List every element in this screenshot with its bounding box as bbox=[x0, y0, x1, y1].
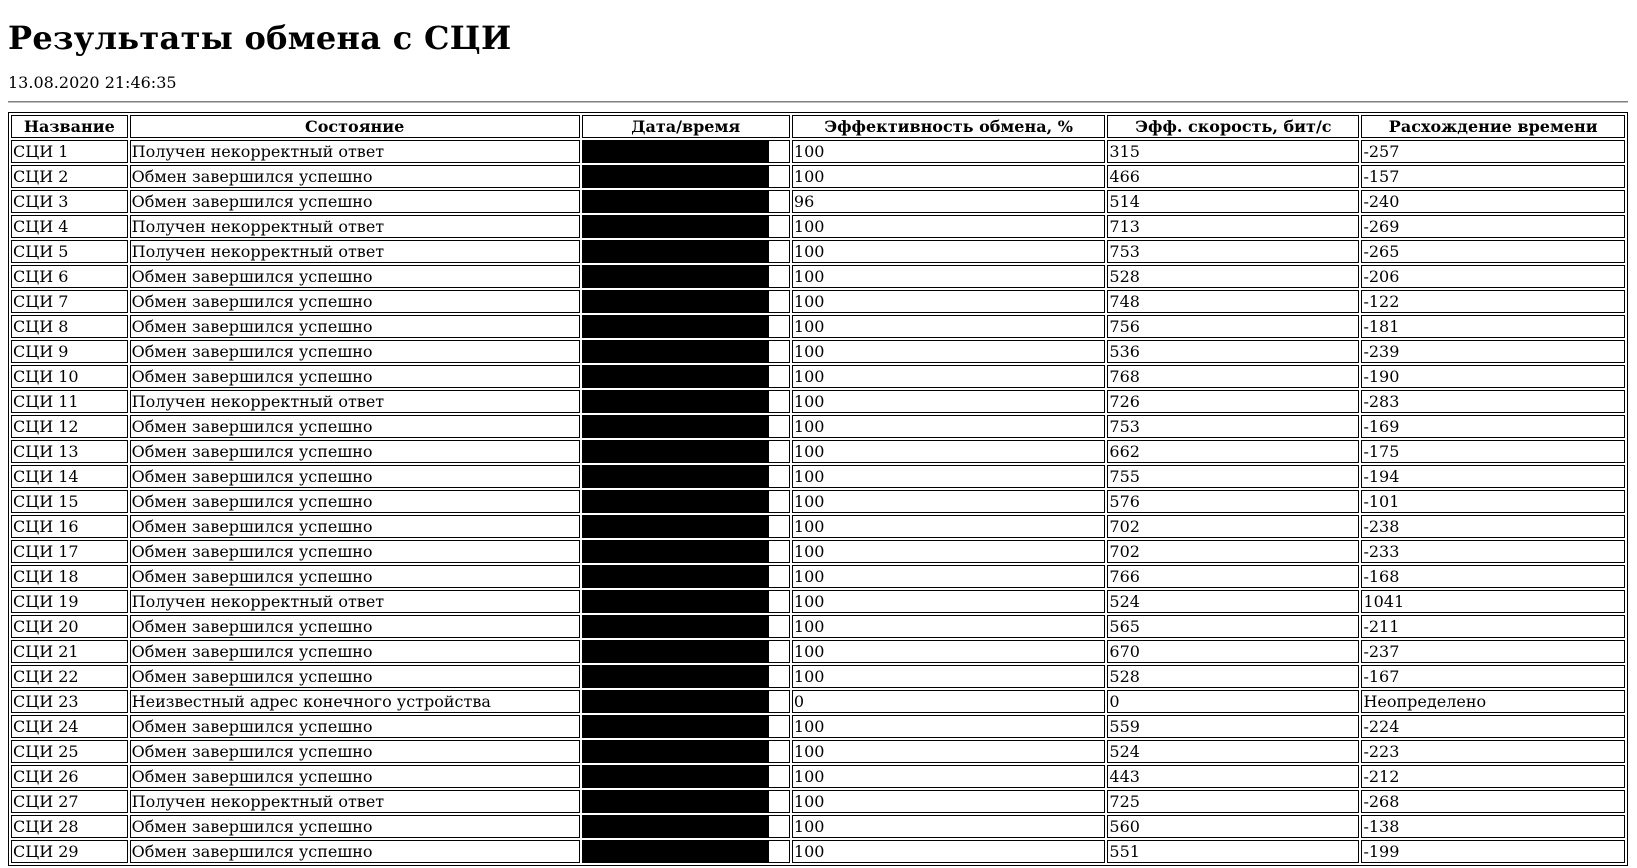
cell-state: Обмен завершился успешно bbox=[130, 715, 580, 738]
cell-efficiency: 100 bbox=[792, 315, 1106, 338]
cell-speed: 755 bbox=[1107, 465, 1359, 488]
redaction-block bbox=[583, 740, 769, 763]
table-row bbox=[11, 790, 1625, 813]
cell-name: СЦИ 27 bbox=[11, 790, 128, 813]
cell-name: СЦИ 23 bbox=[11, 690, 128, 713]
cell-state: Обмен завершился успешно bbox=[130, 315, 580, 338]
cell-name: СЦИ 28 bbox=[11, 815, 128, 838]
cell-speed: 565 bbox=[1107, 615, 1359, 638]
cell-efficiency: 100 bbox=[792, 815, 1106, 838]
cell-name: СЦИ 24 bbox=[11, 715, 128, 738]
cell-name: СЦИ 1 bbox=[11, 140, 128, 163]
cell-datetime-redacted bbox=[582, 165, 790, 188]
cell-speed: 576 bbox=[1107, 490, 1359, 513]
results-table bbox=[8, 112, 1628, 866]
table-row bbox=[11, 740, 1625, 763]
redaction-block bbox=[583, 515, 769, 538]
redaction-block bbox=[583, 415, 769, 438]
cell-time-diff: -283 bbox=[1361, 390, 1625, 413]
cell-state: Обмен завершился успешно bbox=[130, 165, 580, 188]
cell-speed: 725 bbox=[1107, 790, 1359, 813]
cell-name: СЦИ 6 bbox=[11, 265, 128, 288]
cell-datetime-redacted bbox=[582, 615, 790, 638]
cell-time-diff: -212 bbox=[1361, 765, 1625, 788]
table-row bbox=[11, 590, 1625, 613]
cell-time-diff: -194 bbox=[1361, 465, 1625, 488]
cell-speed: 670 bbox=[1107, 640, 1359, 663]
cell-efficiency: 100 bbox=[792, 340, 1106, 363]
cell-speed: 528 bbox=[1107, 665, 1359, 688]
cell-datetime-redacted bbox=[582, 590, 790, 613]
cell-speed: 466 bbox=[1107, 165, 1359, 188]
cell-state: Обмен завершился успешно bbox=[130, 615, 580, 638]
cell-speed: 753 bbox=[1107, 415, 1359, 438]
cell-efficiency: 96 bbox=[792, 190, 1106, 213]
page-title: Результаты обмена с СЦИ bbox=[8, 19, 512, 57]
cell-datetime-redacted bbox=[582, 640, 790, 663]
cell-state: Неизвестный адрес конечного устройства bbox=[130, 690, 580, 713]
redaction-block bbox=[583, 765, 769, 788]
cell-speed: 702 bbox=[1107, 515, 1359, 538]
cell-state: Обмен завершился успешно bbox=[130, 190, 580, 213]
cell-time-diff: -181 bbox=[1361, 315, 1625, 338]
table-row bbox=[11, 540, 1625, 563]
cell-datetime-redacted bbox=[582, 515, 790, 538]
redaction-block bbox=[583, 440, 769, 463]
cell-time-diff: -169 bbox=[1361, 415, 1625, 438]
results-table-body bbox=[11, 140, 1625, 863]
cell-state: Получен некорректный ответ bbox=[130, 790, 580, 813]
cell-speed: 536 bbox=[1107, 340, 1359, 363]
cell-efficiency: 100 bbox=[792, 840, 1106, 863]
cell-name: СЦИ 7 bbox=[11, 290, 128, 313]
cell-time-diff: -190 bbox=[1361, 365, 1625, 388]
cell-efficiency: 100 bbox=[792, 665, 1106, 688]
cell-name: СЦИ 18 bbox=[11, 565, 128, 588]
cell-state: Обмен завершился успешно bbox=[130, 765, 580, 788]
table-row bbox=[11, 140, 1625, 163]
table-row bbox=[11, 240, 1625, 263]
redaction-block bbox=[583, 590, 769, 613]
table-row bbox=[11, 815, 1625, 838]
header-datetime: Дата/время bbox=[582, 115, 790, 138]
cell-speed: 443 bbox=[1107, 765, 1359, 788]
cell-efficiency: 100 bbox=[792, 590, 1106, 613]
cell-state: Обмен завершился успешно bbox=[130, 665, 580, 688]
cell-efficiency: 100 bbox=[792, 615, 1106, 638]
cell-efficiency: 100 bbox=[792, 540, 1106, 563]
cell-speed: 702 bbox=[1107, 540, 1359, 563]
redaction-block bbox=[583, 315, 769, 338]
cell-speed: 768 bbox=[1107, 365, 1359, 388]
cell-datetime-redacted bbox=[582, 815, 790, 838]
header-speed: Эфф. скорость, бит/с bbox=[1107, 115, 1359, 138]
table-header-row bbox=[11, 115, 1625, 138]
redaction-block bbox=[583, 215, 769, 238]
cell-datetime-redacted bbox=[582, 215, 790, 238]
cell-datetime-redacted bbox=[582, 565, 790, 588]
cell-datetime-redacted bbox=[582, 790, 790, 813]
cell-efficiency: 100 bbox=[792, 640, 1106, 663]
redaction-block bbox=[583, 190, 769, 213]
cell-datetime-redacted bbox=[582, 365, 790, 388]
cell-datetime-redacted bbox=[582, 415, 790, 438]
redaction-block bbox=[583, 365, 769, 388]
redaction-block bbox=[583, 390, 769, 413]
cell-name: СЦИ 17 bbox=[11, 540, 128, 563]
cell-name: СЦИ 21 bbox=[11, 640, 128, 663]
cell-speed: 551 bbox=[1107, 840, 1359, 863]
cell-datetime-redacted bbox=[582, 465, 790, 488]
table-row bbox=[11, 840, 1625, 863]
cell-efficiency: 100 bbox=[792, 565, 1106, 588]
cell-state: Получен некорректный ответ bbox=[130, 140, 580, 163]
cell-state: Обмен завершился успешно bbox=[130, 265, 580, 288]
cell-speed: 726 bbox=[1107, 390, 1359, 413]
cell-speed: 713 bbox=[1107, 215, 1359, 238]
cell-state: Обмен завершился успешно bbox=[130, 290, 580, 313]
cell-name: СЦИ 4 bbox=[11, 215, 128, 238]
cell-efficiency: 100 bbox=[792, 165, 1106, 188]
redaction-block bbox=[583, 140, 769, 163]
cell-name: СЦИ 25 bbox=[11, 740, 128, 763]
cell-state: Обмен завершился успешно bbox=[130, 540, 580, 563]
cell-state: Обмен завершился успешно bbox=[130, 340, 580, 363]
cell-efficiency: 100 bbox=[792, 215, 1106, 238]
cell-datetime-redacted bbox=[582, 690, 790, 713]
cell-efficiency: 100 bbox=[792, 240, 1106, 263]
redaction-block bbox=[583, 790, 769, 813]
table-row bbox=[11, 565, 1625, 588]
cell-name: СЦИ 9 bbox=[11, 340, 128, 363]
cell-time-diff: -265 bbox=[1361, 240, 1625, 263]
cell-time-diff: -240 bbox=[1361, 190, 1625, 213]
cell-efficiency: 100 bbox=[792, 440, 1106, 463]
header-state: Состояние bbox=[130, 115, 580, 138]
cell-speed: 748 bbox=[1107, 290, 1359, 313]
cell-datetime-redacted bbox=[582, 265, 790, 288]
cell-datetime-redacted bbox=[582, 540, 790, 563]
cell-speed: 528 bbox=[1107, 265, 1359, 288]
cell-state: Обмен завершился успешно bbox=[130, 640, 580, 663]
table-row bbox=[11, 315, 1625, 338]
cell-speed: 524 bbox=[1107, 590, 1359, 613]
redaction-block bbox=[583, 615, 769, 638]
cell-efficiency: 100 bbox=[792, 265, 1106, 288]
redaction-block bbox=[583, 715, 769, 738]
cell-efficiency: 0 bbox=[792, 690, 1106, 713]
cell-state: Обмен завершился успешно bbox=[130, 440, 580, 463]
cell-speed: 315 bbox=[1107, 140, 1359, 163]
cell-datetime-redacted bbox=[582, 290, 790, 313]
cell-time-diff: -224 bbox=[1361, 715, 1625, 738]
table-row bbox=[11, 265, 1625, 288]
redaction-block bbox=[583, 290, 769, 313]
redaction-block bbox=[583, 165, 769, 188]
cell-datetime-redacted bbox=[582, 765, 790, 788]
table-row bbox=[11, 365, 1625, 388]
cell-efficiency: 100 bbox=[792, 290, 1106, 313]
table-row bbox=[11, 215, 1625, 238]
cell-efficiency: 100 bbox=[792, 365, 1106, 388]
cell-time-diff: -238 bbox=[1361, 515, 1625, 538]
cell-time-diff: Неопределено bbox=[1361, 690, 1625, 713]
table-row bbox=[11, 415, 1625, 438]
redaction-block bbox=[583, 840, 769, 863]
redaction-block bbox=[583, 490, 769, 513]
redaction-block bbox=[583, 665, 769, 688]
cell-name: СЦИ 10 bbox=[11, 365, 128, 388]
cell-efficiency: 100 bbox=[792, 790, 1106, 813]
cell-state: Обмен завершился успешно bbox=[130, 365, 580, 388]
cell-name: СЦИ 12 bbox=[11, 415, 128, 438]
redaction-block bbox=[583, 640, 769, 663]
cell-efficiency: 100 bbox=[792, 465, 1106, 488]
table-row bbox=[11, 715, 1625, 738]
cell-speed: 753 bbox=[1107, 240, 1359, 263]
cell-datetime-redacted bbox=[582, 715, 790, 738]
cell-datetime-redacted bbox=[582, 740, 790, 763]
cell-state: Получен некорректный ответ bbox=[130, 215, 580, 238]
cell-state: Обмен завершился успешно bbox=[130, 515, 580, 538]
cell-time-diff: -233 bbox=[1361, 540, 1625, 563]
cell-name: СЦИ 8 bbox=[11, 315, 128, 338]
table-row bbox=[11, 640, 1625, 663]
cell-time-diff: -237 bbox=[1361, 640, 1625, 663]
cell-efficiency: 100 bbox=[792, 715, 1106, 738]
cell-efficiency: 100 bbox=[792, 515, 1106, 538]
table-row bbox=[11, 390, 1625, 413]
cell-name: СЦИ 3 bbox=[11, 190, 128, 213]
cell-name: СЦИ 5 bbox=[11, 240, 128, 263]
table-row bbox=[11, 190, 1625, 213]
cell-datetime-redacted bbox=[582, 390, 790, 413]
cell-efficiency: 100 bbox=[792, 740, 1106, 763]
cell-state: Обмен завершился успешно bbox=[130, 465, 580, 488]
cell-speed: 662 bbox=[1107, 440, 1359, 463]
cell-name: СЦИ 11 bbox=[11, 390, 128, 413]
cell-datetime-redacted bbox=[582, 315, 790, 338]
report-page bbox=[8, 0, 1628, 866]
cell-name: СЦИ 29 bbox=[11, 840, 128, 863]
redaction-block bbox=[583, 690, 769, 713]
cell-state: Получен некорректный ответ bbox=[130, 390, 580, 413]
cell-efficiency: 100 bbox=[792, 765, 1106, 788]
cell-speed: 524 bbox=[1107, 740, 1359, 763]
table-row bbox=[11, 690, 1625, 713]
cell-time-diff: -268 bbox=[1361, 790, 1625, 813]
redaction-block bbox=[583, 465, 769, 488]
table-row bbox=[11, 765, 1625, 788]
cell-speed: 514 bbox=[1107, 190, 1359, 213]
redaction-block bbox=[583, 265, 769, 288]
cell-efficiency: 100 bbox=[792, 140, 1106, 163]
cell-time-diff: -199 bbox=[1361, 840, 1625, 863]
table-row bbox=[11, 340, 1625, 363]
cell-state: Обмен завершился успешно bbox=[130, 415, 580, 438]
cell-datetime-redacted bbox=[582, 665, 790, 688]
cell-time-diff: -211 bbox=[1361, 615, 1625, 638]
table-row bbox=[11, 490, 1625, 513]
redaction-block bbox=[583, 240, 769, 263]
cell-time-diff: -239 bbox=[1361, 340, 1625, 363]
cell-time-diff: -122 bbox=[1361, 290, 1625, 313]
table-row bbox=[11, 290, 1625, 313]
cell-datetime-redacted bbox=[582, 840, 790, 863]
cell-time-diff: -206 bbox=[1361, 265, 1625, 288]
cell-speed: 560 bbox=[1107, 815, 1359, 838]
cell-speed: 559 bbox=[1107, 715, 1359, 738]
cell-state: Получен некорректный ответ bbox=[130, 590, 580, 613]
cell-speed: 766 bbox=[1107, 565, 1359, 588]
cell-name: СЦИ 19 bbox=[11, 590, 128, 613]
redaction-block bbox=[583, 565, 769, 588]
cell-time-diff: -168 bbox=[1361, 565, 1625, 588]
cell-name: СЦИ 22 bbox=[11, 665, 128, 688]
cell-name: СЦИ 15 bbox=[11, 490, 128, 513]
cell-time-diff: -101 bbox=[1361, 490, 1625, 513]
cell-time-diff: -138 bbox=[1361, 815, 1625, 838]
redaction-block bbox=[583, 815, 769, 838]
cell-datetime-redacted bbox=[582, 340, 790, 363]
table-row bbox=[11, 465, 1625, 488]
cell-name: СЦИ 2 bbox=[11, 165, 128, 188]
cell-state: Получен некорректный ответ bbox=[130, 240, 580, 263]
cell-datetime-redacted bbox=[582, 190, 790, 213]
header-time-diff: Расхождение времени bbox=[1361, 115, 1625, 138]
cell-state: Обмен завершился успешно bbox=[130, 815, 580, 838]
cell-time-diff: -257 bbox=[1361, 140, 1625, 163]
table-row bbox=[11, 665, 1625, 688]
cell-state: Обмен завершился успешно bbox=[130, 490, 580, 513]
cell-efficiency: 100 bbox=[792, 390, 1106, 413]
cell-time-diff: -175 bbox=[1361, 440, 1625, 463]
report-timestamp: 13.08.2020 21:46:35 bbox=[8, 73, 177, 92]
cell-time-diff: -167 bbox=[1361, 665, 1625, 688]
cell-efficiency: 100 bbox=[792, 490, 1106, 513]
table-row bbox=[11, 165, 1625, 188]
cell-name: СЦИ 14 bbox=[11, 465, 128, 488]
header-name: Название bbox=[11, 115, 128, 138]
separator-line bbox=[8, 101, 1628, 103]
cell-time-diff: -269 bbox=[1361, 215, 1625, 238]
header-efficiency: Эффективность обмена, % bbox=[792, 115, 1106, 138]
cell-name: СЦИ 13 bbox=[11, 440, 128, 463]
cell-name: СЦИ 20 bbox=[11, 615, 128, 638]
table-row bbox=[11, 615, 1625, 638]
cell-efficiency: 100 bbox=[792, 415, 1106, 438]
cell-datetime-redacted bbox=[582, 240, 790, 263]
table-row bbox=[11, 515, 1625, 538]
cell-datetime-redacted bbox=[582, 440, 790, 463]
redaction-block bbox=[583, 540, 769, 563]
redaction-block bbox=[583, 340, 769, 363]
cell-speed: 0 bbox=[1107, 690, 1359, 713]
cell-time-diff: -157 bbox=[1361, 165, 1625, 188]
cell-time-diff: -223 bbox=[1361, 740, 1625, 763]
cell-state: Обмен завершился успешно bbox=[130, 840, 580, 863]
cell-state: Обмен завершился успешно bbox=[130, 565, 580, 588]
cell-datetime-redacted bbox=[582, 490, 790, 513]
cell-state: Обмен завершился успешно bbox=[130, 740, 580, 763]
cell-name: СЦИ 16 bbox=[11, 515, 128, 538]
cell-time-diff: 1041 bbox=[1361, 590, 1625, 613]
cell-name: СЦИ 26 bbox=[11, 765, 128, 788]
cell-speed: 756 bbox=[1107, 315, 1359, 338]
table-row bbox=[11, 440, 1625, 463]
cell-datetime-redacted bbox=[582, 140, 790, 163]
